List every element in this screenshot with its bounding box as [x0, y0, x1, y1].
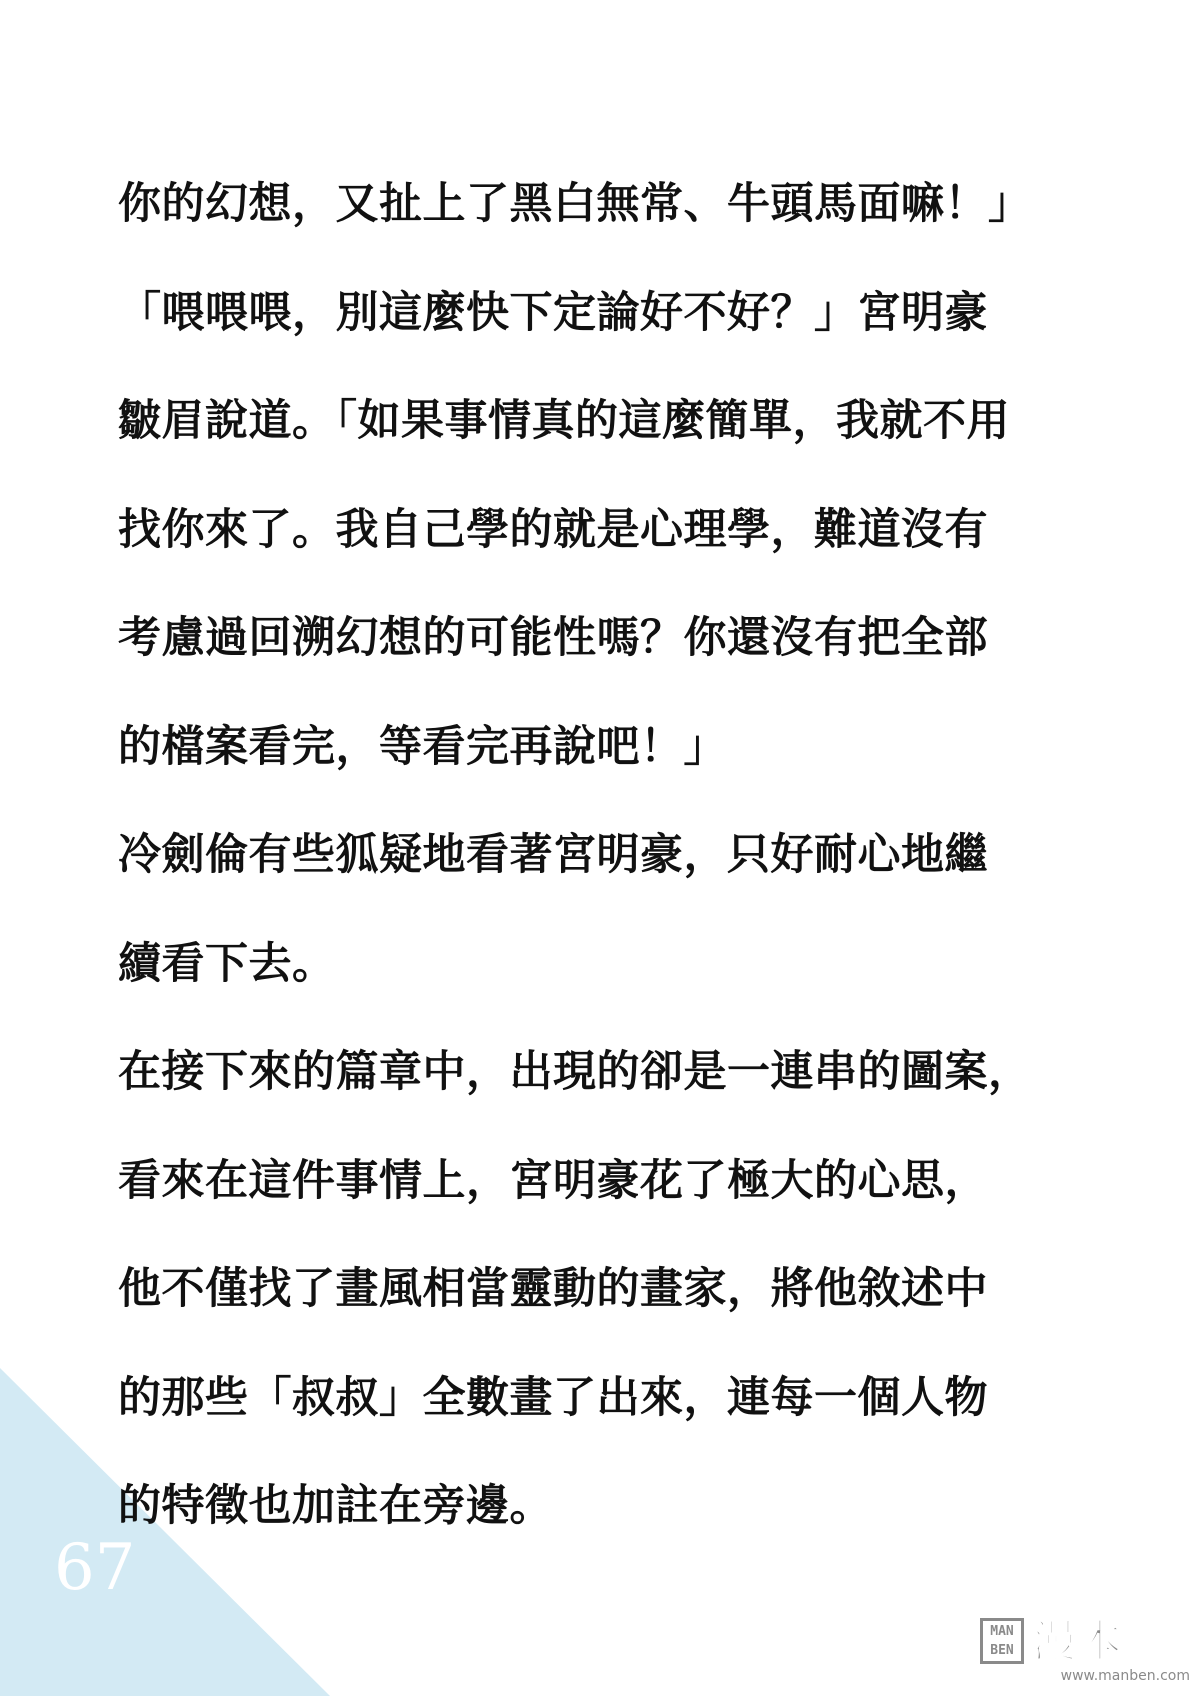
text-line: 考慮過回溯幻想的可能性嗎？你還沒有把全部	[118, 613, 988, 663]
text-line: 在接下來的篇章中，出現的卻是一連串的圖案，	[118, 1047, 1032, 1097]
text-line: 皺眉說道。「如果事情真的這麼簡單，我就不用	[118, 396, 1010, 446]
watermark	[980, 1614, 1190, 1686]
text-line: 他不僅找了畫風相當靈動的畫家，將他敘述中	[118, 1264, 988, 1314]
page-body-text	[118, 150, 1098, 1561]
watermark-mark: 漫本	[1032, 1616, 1124, 1667]
page-number: 67	[54, 1531, 136, 1605]
text-line: 的檔案看完，等看完再說吧！」	[118, 721, 727, 772]
text-line: 找你來了。我自己學的就是心理學，難道沒有	[118, 504, 988, 555]
watermark-url: www.manben.com	[1060, 1668, 1190, 1684]
text-line: 續看下去。	[118, 938, 336, 989]
text-line: 的那些「叔叔」全數畫了出來，連每一個人物	[118, 1372, 988, 1423]
text-line: 看來在這件事情上，宮明豪花了極大的心思，	[118, 1155, 988, 1206]
text-line: 的特徵也加註在旁邊。	[118, 1481, 553, 1531]
text-line: 冷劍倫有些狐疑地看著宮明豪，只好耐心地繼	[118, 830, 988, 880]
text-line: 你的幻想，又扯上了黑白無常、牛頭馬面嘛！」	[118, 179, 1032, 229]
text-line: 「喂喂喂，別這麼快下定論好不好？」宮明豪	[118, 287, 988, 338]
watermark-logo-box: MAN BEN	[980, 1618, 1024, 1664]
